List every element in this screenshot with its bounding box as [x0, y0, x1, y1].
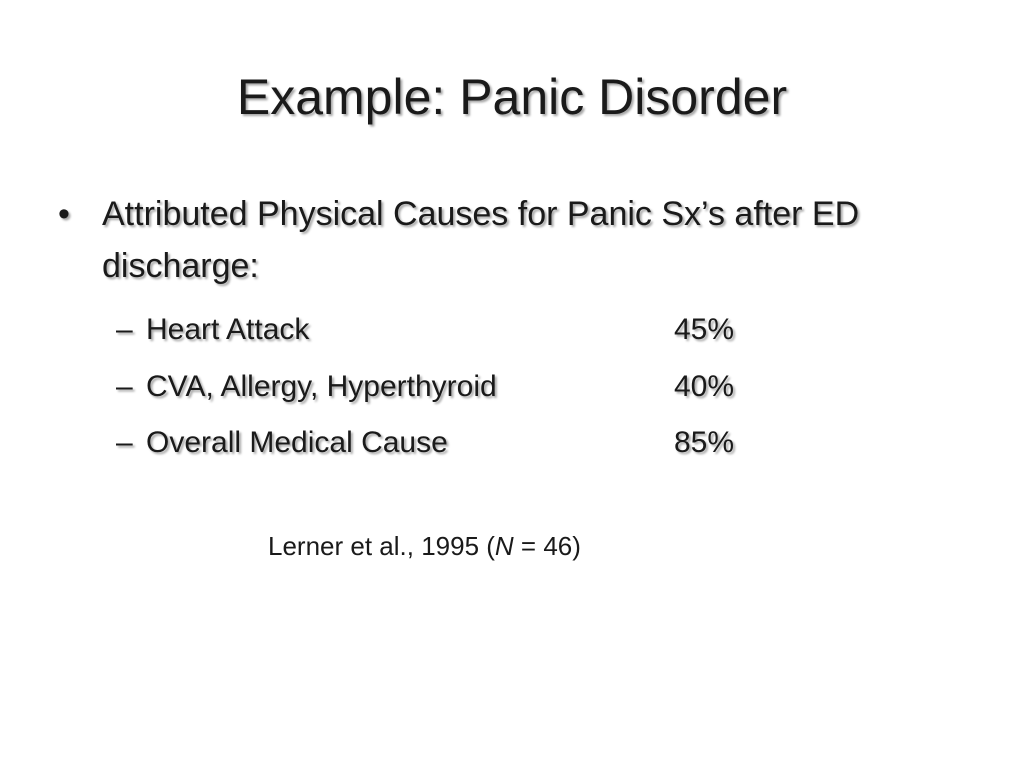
citation-text: Lerner et al., 1995 ( [268, 531, 495, 561]
sub-item-value: 40% [674, 370, 735, 403]
bullet-point [58, 188, 978, 292]
slide-title: Example: Panic Disorder [236, 69, 788, 125]
citation-n-symbol: N [494, 531, 514, 561]
citation-sample-size: = 46) [513, 531, 581, 561]
sub-item-value: 45% [674, 313, 735, 346]
sub-item-heart-attack [116, 307, 776, 353]
sub-item-label: Overall Medical Cause [146, 426, 448, 459]
citation [268, 526, 581, 566]
sub-item-value: 85% [674, 426, 735, 459]
sub-item-dash: – [116, 370, 133, 403]
bullet-marker: • [58, 195, 70, 233]
sub-item-label: Heart Attack [146, 313, 310, 346]
sub-item-overall-medical-cause [116, 420, 776, 466]
sub-item-cva-allergy-hyperthyroid [116, 364, 776, 410]
sub-item-dash: – [116, 313, 133, 346]
sub-item-dash: – [116, 426, 133, 459]
sub-item-label: CVA, Allergy, Hyperthyroid [146, 370, 497, 403]
bullet-text: Attributed Physical Causes for Panic Sx’s after ED discharge: [102, 195, 860, 285]
